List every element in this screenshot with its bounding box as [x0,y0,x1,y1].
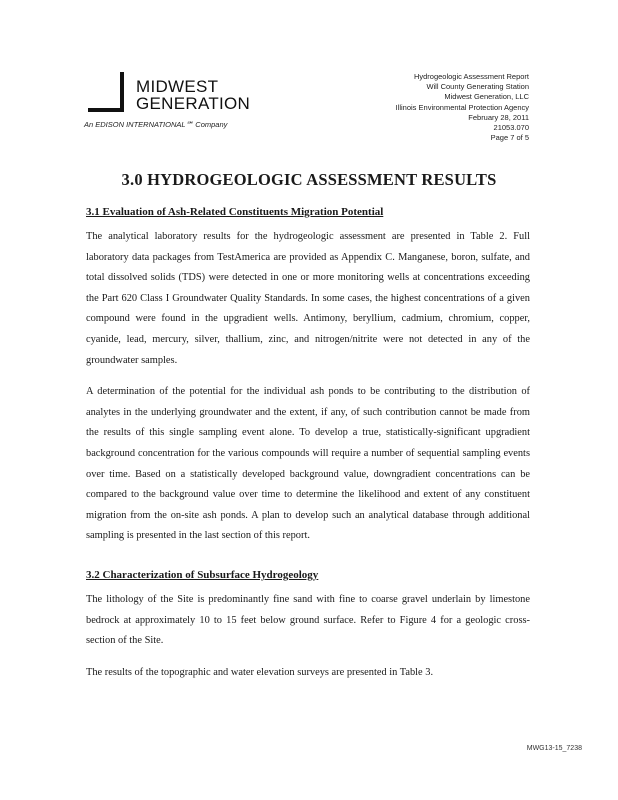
page-footer-code: MWG13-15_7238 [526,745,582,752]
page-title: 3.0 HYDROGEOLOGIC ASSESSMENT RESULTS [121,170,497,189]
paragraph: The analytical laboratory results for the hydrogeologic assessment are presented in Table 2. Full laboratory data packages from TestAmerica are provided as Appendix C. Manganese, boron, sulfate, and total dissolved solids (TDS) were detected in one or more monitoring wells at concentrations exceeding the Part 620 Class I Groundwater Quality Standards. In some cases, the highest concentrations of a given compound were found in the upgradient wells. Antimony, beryllium, cadmium, chromium, copper, cyanide, lead, mercury, silver, thallium, zinc, and nitrogen/nitrite were not detected in any of the groundwater samples. [86,231,530,366]
logo-mark-horizontal [88,108,124,112]
paragraph: The results of the topographic and water elevation surveys are presented in Table 3. [86,666,434,678]
paragraph: A determination of the potential for the individual ash ponds to be contributing to the distribution of analytes in the underlying groundwater and the extent, if any, of such contribution cannot be made from the results of this single sampling event alone. To develop a true, statistically-significant upgradient background concentration for the various compounds will require a number of sequential sampling events over time. Based on a statistically developed background value, downgradient concentrations can be compared to the background value over time to determine the likelihood and extent of any constituent migration from the on-site ash ponds. A plan to develop such an analytical database through additional sampling is presented in the last section of this report. [86,386,530,542]
logo-mark-vertical [120,72,124,112]
header-line: Will County Generating Station [426,82,529,92]
header-line: Page 7 of 5 [490,133,529,143]
section-title: 3.1 Evaluation of Ash-Related Constituents Migration Potential [86,206,384,218]
header-line: February 28, 2011 [468,112,529,122]
logo-name [136,78,250,112]
header-line: 21053.070 [493,123,529,133]
company-logo [84,72,254,136]
header-line: Illinois Environmental Protection Agency [395,102,529,112]
section-title: 3.2 Characterization of Subsurface Hydrogeology [86,569,319,581]
document-header [396,72,529,143]
logo-line-2: GENERATION [136,94,251,113]
paragraph: The lithology of the Site is predominantly fine sand with fine to coarse gravel underlain by limestone bedrock at approximately 10 to 15 feet below ground surface. Refer to Figure 4 for a geologic cross-section of the Site. [86,594,530,647]
logo-tagline: An EDISON INTERNATIONAL℠ Company [84,120,228,129]
section-3-2 [86,569,530,683]
section-3-1 [86,206,530,547]
header-line: Hydrogeologic Assessment Report [413,72,529,81]
header-line: Midwest Generation, LLC [444,92,529,102]
logo-line-1: MIDWEST [136,77,219,96]
